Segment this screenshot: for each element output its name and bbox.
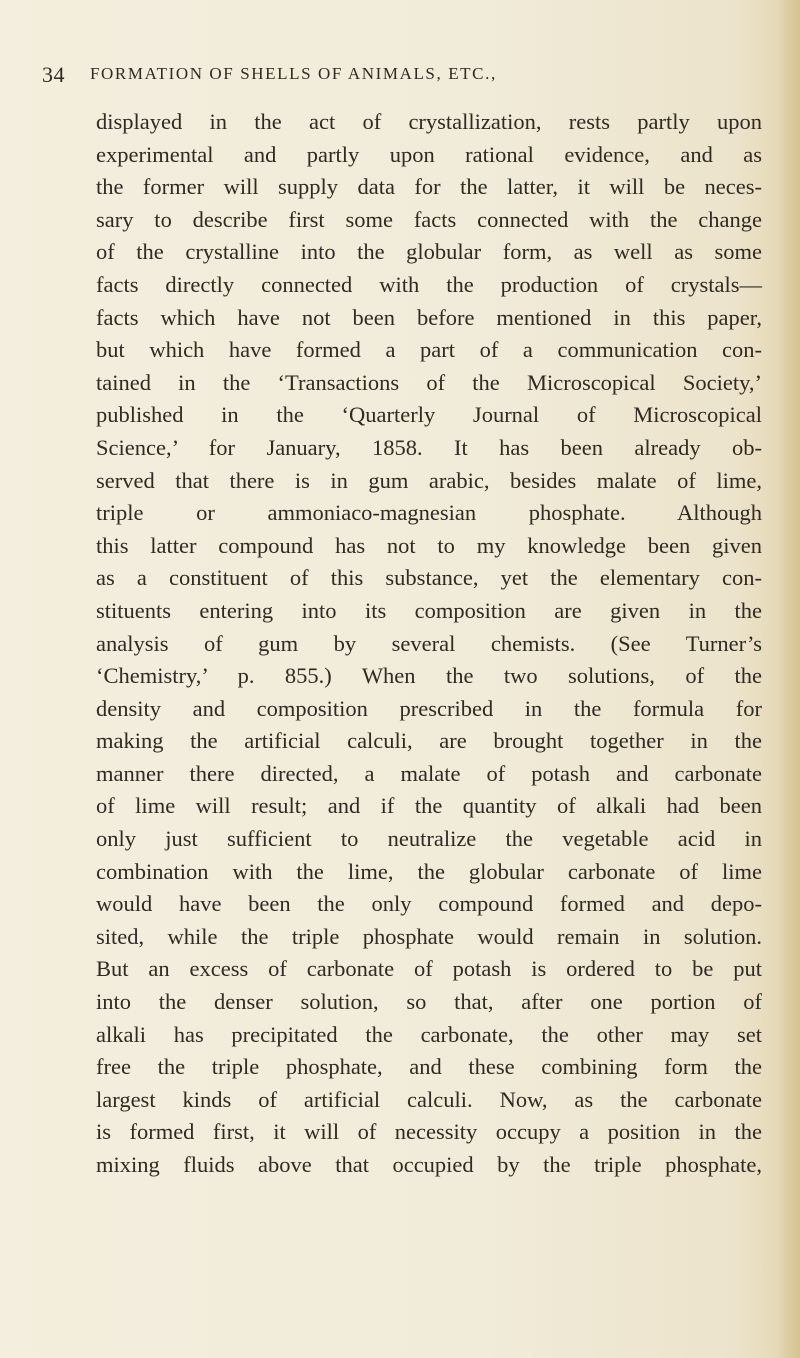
text-line: density and composition prescribed in the formula for — [96, 695, 762, 721]
text-line: manner there directed, a malate of potash and carbonate — [96, 760, 762, 786]
text-line: analysis of gum by several chemists. (See Turner’s — [96, 630, 762, 656]
text-line: alkali has precipitated the carbonate, the other may set — [96, 1021, 762, 1047]
text-line: but which have formed a part of a communication con- — [96, 337, 762, 363]
text-line: of lime will result; and if the quantity of alkali had been — [96, 793, 762, 819]
text-line: would have been the only compound formed and depo- — [96, 891, 762, 917]
text-line: is formed first, it will of necessity occupy a position in the — [96, 1119, 762, 1145]
text-line: tained in the ‘Transactions of the Microscopical Society,’ — [96, 369, 762, 395]
text-line: experimental and partly upon rational evidence, and as — [96, 141, 762, 167]
text-line: published in the ‘Quarterly Journal of Microscopical — [96, 402, 762, 428]
text-line: free the triple phosphate, and these combining form the — [96, 1054, 762, 1080]
page-edge-shadow — [776, 0, 800, 1358]
text-line: sited, while the triple phosphate would remain in solution. — [96, 923, 762, 949]
text-line: facts directly connected with the production of crystals— — [96, 271, 762, 297]
text-line: ‘Chemistry,’ p. 855.) When the two solutions, of the — [96, 663, 762, 689]
text-line: But an excess of carbonate of potash is ordered to be put — [96, 956, 762, 982]
text-line: only just sufficient to neutralize the vegetable acid in — [96, 826, 762, 852]
text-line: as a constituent of this substance, yet the elementary con- — [96, 565, 762, 591]
text-line: stituents entering into its composition are given in the — [96, 597, 762, 623]
text-line: mixing fluids above that occupied by the triple phosphate, — [96, 1152, 762, 1177]
text-line: the former will supply data for the latter, it will be neces- — [96, 174, 762, 200]
text-line: largest kinds of artificial calculi. Now, as the carbonate — [96, 1086, 762, 1112]
body-text — [96, 106, 762, 1182]
page-number: 34 — [42, 62, 65, 87]
text-line: this latter compound has not to my knowledge been given — [96, 532, 762, 558]
text-line: displayed in the act of crystallization, rests partly upon — [96, 109, 762, 134]
text-line: making the artificial calculi, are brought together in the — [96, 728, 762, 754]
text-line: sary to describe first some facts connected with the change — [96, 206, 762, 232]
text-line: combination with the lime, the globular carbonate of lime — [96, 858, 762, 884]
running-head: FORMATION OF SHELLS OF ANIMALS, ETC., — [90, 64, 497, 83]
text-line: facts which have not been before mentioned in this paper, — [96, 304, 762, 330]
page-header — [42, 62, 762, 92]
text-line: served that there is in gum arabic, besides malate of lime, — [96, 467, 762, 493]
text-line: into the denser solution, so that, after one portion of — [96, 989, 762, 1015]
text-line: Science,’ for January, 1858. It has been already ob- — [96, 434, 762, 460]
text-line: of the crystalline into the globular form, as well as some — [96, 239, 762, 265]
text-line: triple or ammoniaco-magnesian phosphate. Although — [96, 500, 762, 526]
